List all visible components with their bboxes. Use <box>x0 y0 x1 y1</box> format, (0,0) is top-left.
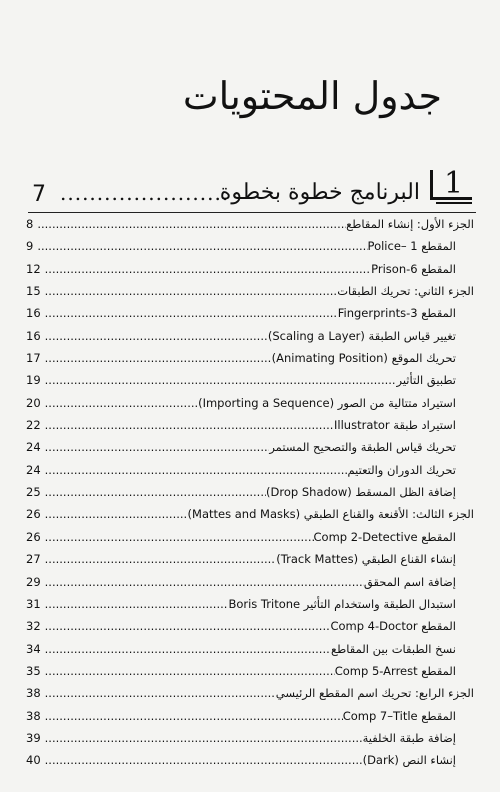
toc-entry <box>26 373 474 395</box>
toc-entry <box>26 552 474 574</box>
toc-page-number: 17 <box>26 351 41 366</box>
toc-entry <box>26 351 474 373</box>
toc-entry <box>26 396 474 418</box>
toc-page-number: 8 <box>26 217 34 231</box>
chapter-title: البرنامج خطوة بخطوة <box>219 180 420 205</box>
toc-entry-text: تغيير قياس الطبقة (Scaling a Layer) <box>267 328 456 343</box>
toc-leader-dots <box>45 262 372 276</box>
toc-leader-dots <box>45 284 338 298</box>
toc-entry-text: استيراد متتالية من الصور (Importing a Sequence) <box>198 395 456 410</box>
toc-leader-dots <box>45 664 335 678</box>
toc-entry-text: تحريك الدوران والتعتيم <box>347 462 456 477</box>
page-title: جدول المحتويات <box>182 74 442 118</box>
toc-leader-dots <box>45 686 276 700</box>
chapter-leader-dots: ....................... <box>60 181 230 205</box>
toc-entry-text: إضافة طبقة الخلفية <box>362 730 456 745</box>
toc-entry <box>26 440 474 462</box>
toc-page-number: 16 <box>26 306 41 321</box>
toc-page-number: 22 <box>26 418 41 433</box>
toc-entry <box>26 306 474 328</box>
toc-leader-dots <box>45 530 314 544</box>
toc-entry <box>26 329 474 351</box>
toc-entry <box>26 530 474 552</box>
toc-leader-dots <box>45 351 272 365</box>
toc-leader-dots <box>45 396 198 410</box>
toc-leader-dots <box>45 440 270 454</box>
toc-page-number: 15 <box>26 284 41 299</box>
toc-entry <box>26 753 474 775</box>
toc-leader-dots <box>37 217 346 231</box>
toc-entry <box>26 597 474 619</box>
toc-leader-dots <box>45 619 331 633</box>
toc-page-number: 27 <box>26 552 41 567</box>
toc-leader-dots <box>45 709 343 723</box>
toc-list <box>26 217 474 776</box>
bracket-underline-shadow <box>436 202 472 204</box>
toc-entry-text: المقطع Police– 1 <box>367 239 456 254</box>
toc-entry-text: إضافة اسم المحقق <box>363 574 456 589</box>
toc-part-entry <box>26 217 474 239</box>
toc-page-number: 26 <box>26 529 41 544</box>
toc-entry-text: إنشاء القناع الطبقي (Track Mattes) <box>276 552 456 567</box>
chapter-number: 1 <box>444 166 464 201</box>
toc-page-number: 35 <box>26 663 41 678</box>
toc-page-number: 16 <box>26 328 41 343</box>
toc-entry <box>26 664 474 686</box>
toc-entry-text: استبدال الطبقة واستخدام التأثير Boris Tritone <box>228 596 456 611</box>
toc-leader-dots <box>45 373 397 387</box>
toc-entry <box>26 575 474 597</box>
toc-entry-text: المقطع 3-Fingerprints <box>337 306 456 321</box>
toc-entry-text: نسخ الطبقات بين المقاطع <box>331 641 456 656</box>
toc-entry-text: المقطع Comp 2-Detective <box>313 529 456 544</box>
toc-page-number: 34 <box>26 641 41 656</box>
toc-page-number: 12 <box>26 261 41 276</box>
toc-entry-text: تطبيق التأثير <box>396 373 456 388</box>
toc-page-number: 39 <box>26 730 41 745</box>
toc-leader-dots <box>45 329 268 343</box>
toc-entry <box>26 485 474 507</box>
chapter-page-number: 7 <box>32 182 46 207</box>
toc-leader-dots <box>45 418 334 432</box>
toc-entry-text: المقطع Comp 7–Title <box>342 708 456 723</box>
toc-leader-dots <box>45 552 277 566</box>
toc-page-number: 32 <box>26 619 41 634</box>
toc-entry-text: المقطع Comp 5-Arrest <box>334 663 456 678</box>
toc-entry <box>26 731 474 753</box>
toc-entry-text: الجزء الثالث: الأقنعة والقناع الطبقي (Mattes and Masks) <box>187 507 474 522</box>
toc-leader-dots <box>45 306 338 320</box>
toc-entry-text: استيراد طبقة Illustrator <box>334 418 456 433</box>
toc-page-number: 25 <box>26 485 41 500</box>
toc-page-number: 29 <box>26 574 41 589</box>
chapter-heading <box>28 166 476 213</box>
toc-entry <box>26 239 474 261</box>
toc-entry-text: إنشاء النص (Dark) <box>362 753 456 768</box>
toc-page-number: 26 <box>26 507 41 522</box>
toc-page-number: 38 <box>26 708 41 723</box>
toc-entry-text: الجزء الرابع: تحريك اسم المقطع الرئيسي <box>275 686 474 701</box>
toc-leader-dots <box>45 485 266 499</box>
toc-entry <box>26 262 474 284</box>
toc-entry-text: المقطع 6-Prison <box>371 261 456 276</box>
toc-entry-text: تحريك قياس الطبقة والتصحيح المستمر <box>269 440 456 455</box>
toc-page-number: 38 <box>26 686 41 701</box>
toc-page-number: 24 <box>26 462 41 477</box>
toc-part-entry <box>26 507 474 529</box>
toc-leader-dots <box>45 507 188 521</box>
toc-page-number: 19 <box>26 373 41 388</box>
toc-page-number: 24 <box>26 440 41 455</box>
toc-leader-dots <box>45 642 331 656</box>
toc-entry <box>26 619 474 641</box>
toc-leader-dots <box>45 597 229 611</box>
toc-entry <box>26 709 474 731</box>
toc-page-number: 31 <box>26 596 41 611</box>
bracket-icon <box>430 170 433 200</box>
toc-page-number: 20 <box>26 395 41 410</box>
toc-page-number: 9 <box>26 239 34 254</box>
chapter-number-badge <box>428 166 474 206</box>
toc-entry-text: إضافة الظل المسقط (Drop Shadow) <box>266 485 456 500</box>
toc-leader-dots <box>45 575 364 589</box>
toc-entry-text: المقطع Comp 4-Doctor <box>330 619 456 634</box>
toc-entry-text: تحريك الموقع (Animating Position) <box>271 351 456 366</box>
toc-entry-text: الجزء الثاني: تحريك الطبقات <box>337 284 474 299</box>
toc-entry <box>26 418 474 440</box>
toc-page-number: 40 <box>26 753 41 768</box>
toc-entry-text: الجزء الأول: إنشاء المقاطع <box>346 217 474 231</box>
toc-entry <box>26 642 474 664</box>
toc-part-entry <box>26 686 474 708</box>
toc-leader-dots <box>45 731 363 745</box>
toc-entry <box>26 463 474 485</box>
toc-part-entry <box>26 284 474 306</box>
toc-leader-dots <box>45 463 348 477</box>
toc-leader-dots <box>45 753 363 767</box>
toc-leader-dots <box>37 239 367 253</box>
